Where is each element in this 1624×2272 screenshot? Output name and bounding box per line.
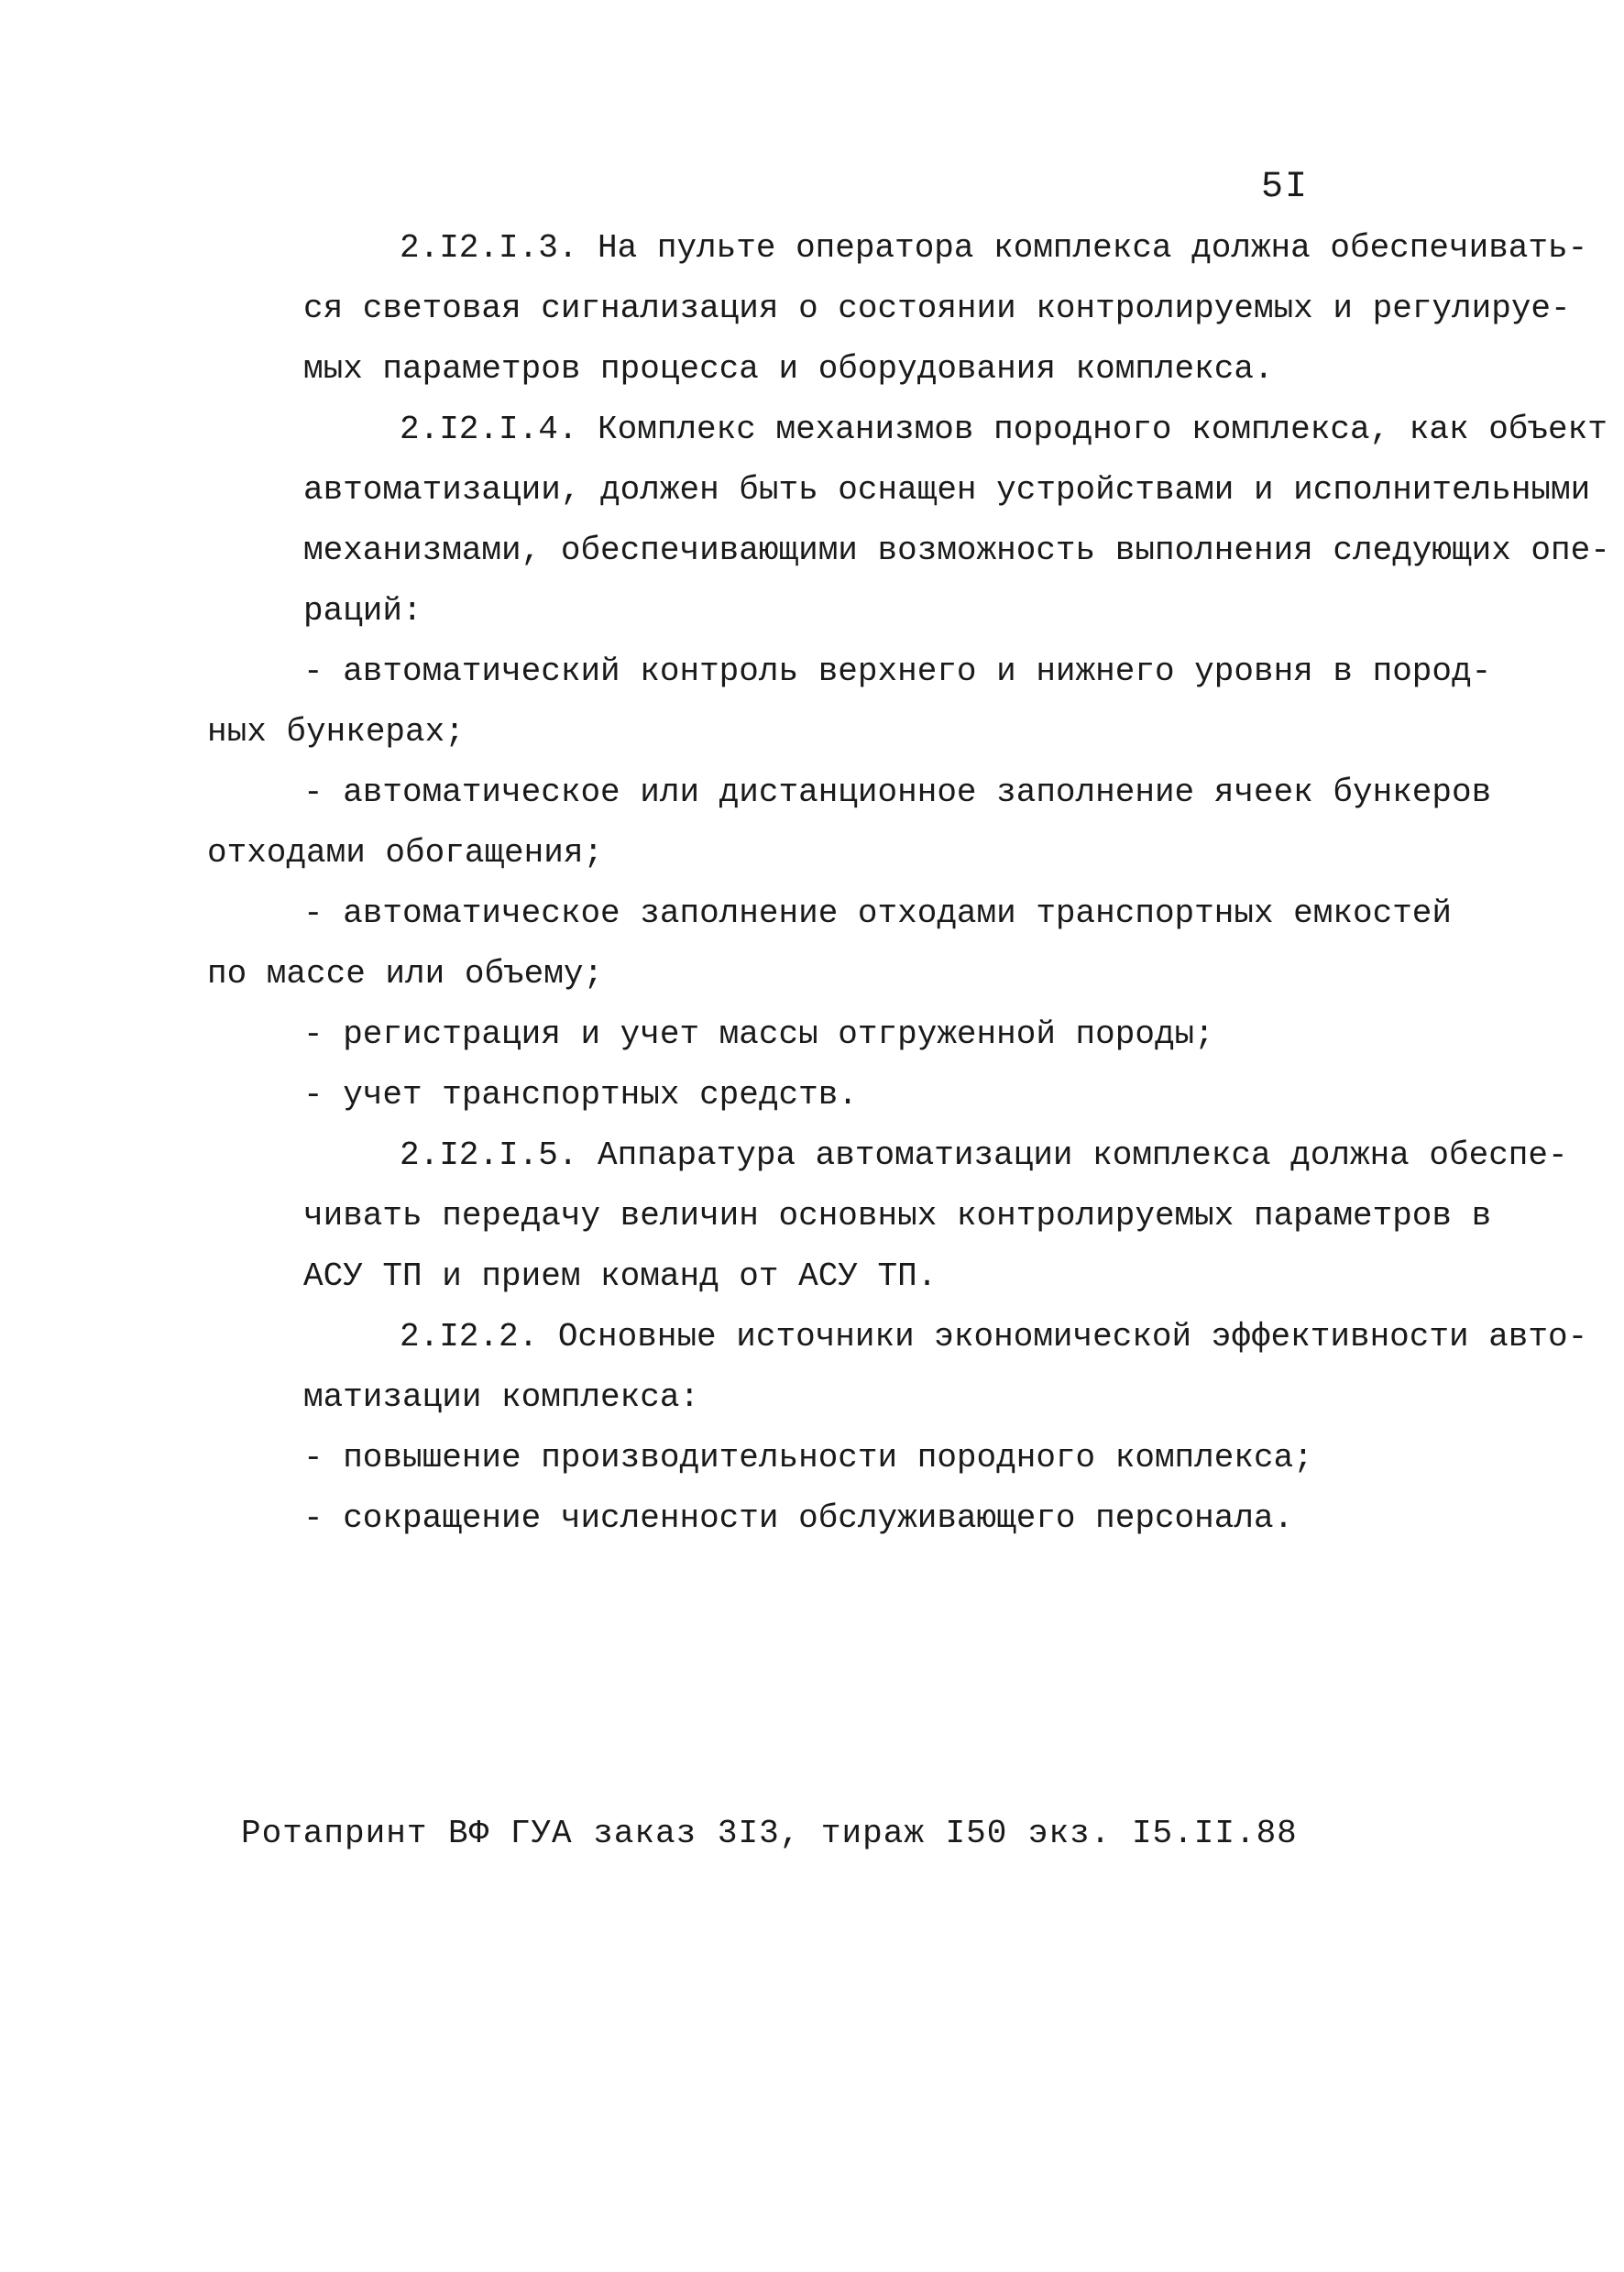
text-line: мых параметров процесса и оборудования комплекса. [303, 350, 1274, 388]
text-line: - автоматический контроль верхнего и нижнего уровня в пород- [303, 653, 1492, 690]
paragraph-2-12-1-5 [207, 1125, 1568, 1307]
text-line: по массе или объему; [207, 955, 604, 993]
text-line: - автоматическое заполнение отходами транспортных емкостей [303, 895, 1453, 932]
text-line: - повышение производительности породного комплекса; [303, 1439, 1313, 1476]
list-item [207, 642, 1492, 763]
text-line: ся световая сигнализация о состоянии контролируемых и регулируе- [303, 290, 1571, 327]
text-line: - сокращение численности обслуживающего персонала. [303, 1499, 1294, 1537]
text-line: 2.I2.I.3. На пульте оператора комплекса должна обеспечивать- [400, 229, 1588, 267]
body-text [207, 218, 1610, 1549]
text-line: матизации комплекса: [303, 1378, 700, 1416]
text-line: отходами обогащения; [207, 834, 604, 872]
list-item [207, 1428, 1435, 1488]
text-line: автоматизации, должен быть оснащен устройствами и исполнительными [303, 471, 1591, 509]
print-imprint-footer: Ротапринт ВФ ГУА заказ 3I3, тираж I50 экз. I5.II.88 [241, 1815, 1298, 1852]
text-line: механизмами, обеспечивающими возможность выполнения следующих опе- [303, 532, 1610, 569]
list-item [207, 1004, 1435, 1065]
page-number: 5I [1261, 167, 1310, 208]
text-line: раций: [303, 592, 422, 630]
text-line: - регистрация и учет массы отгруженной породы; [303, 1015, 1214, 1053]
text-line: АСУ ТП и прием команд от АСУ ТП. [303, 1257, 938, 1295]
text-line: 2.I2.I.5. Аппаратура автоматизации комплекса должна обеспе- [400, 1136, 1568, 1174]
paragraph-2-12-2 [207, 1307, 1588, 1428]
text-line: 2.I2.I.4. Комплекс механизмов породного комплекса, как объект [400, 411, 1608, 448]
text-line: ных бункерах; [207, 713, 465, 751]
list-item [207, 763, 1492, 884]
paragraph-2-12-1-4 [207, 400, 1610, 642]
text-line: 2.I2.2. Основные источники экономической эффективности авто- [400, 1318, 1588, 1356]
list-item [207, 1488, 1435, 1549]
text-line: - автоматическое или дистанционное заполнение ячеек бункеров [303, 774, 1492, 811]
list-item [207, 1065, 1435, 1125]
list-item [207, 884, 1453, 1004]
text-line: - учет транспортных средств. [303, 1076, 858, 1114]
text-line: чивать передачу величин основных контролируемых параметров в [303, 1197, 1492, 1235]
paragraph-2-12-1-3 [207, 218, 1588, 400]
